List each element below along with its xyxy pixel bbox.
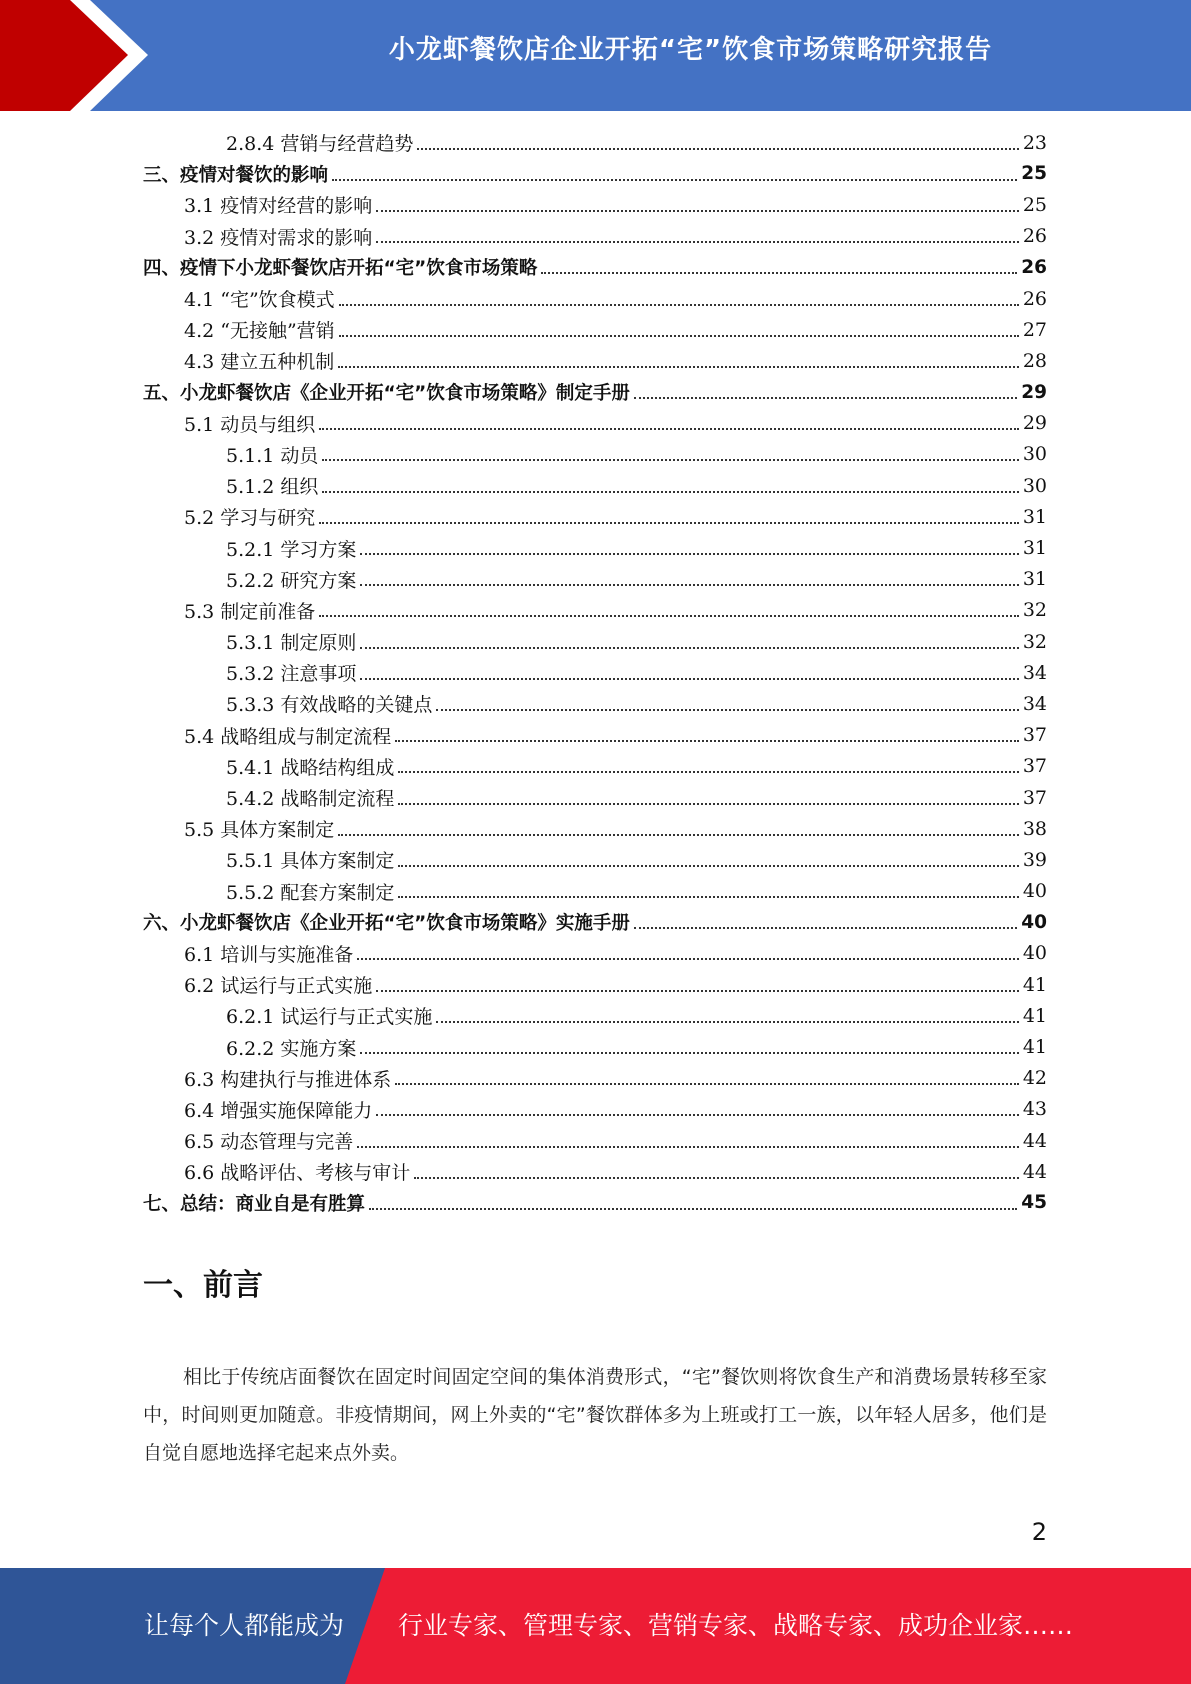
toc-entry[interactable] [143, 532, 1047, 563]
toc-entry[interactable] [143, 127, 1047, 158]
toc-entry-label: 2.8.4 营销与经营趋势 [226, 133, 414, 156]
toc-entry-page: 30 [1022, 443, 1047, 466]
toc-entry-page: 30 [1022, 474, 1047, 497]
toc-entry-page: 34 [1022, 692, 1047, 715]
toc-dot-leader [369, 1208, 1017, 1210]
toc-dot-leader [357, 1146, 1019, 1148]
toc-entry-page: 41 [1022, 1004, 1047, 1027]
toc-entry-label: 6.5 动态管理与完善 [184, 1131, 354, 1154]
toc-entry-page: 29 [1022, 412, 1047, 435]
toc-entry-page: 26 [1022, 287, 1047, 310]
toc-entry-label: 六、小龙虾餐饮店《企业开拓“宅”饮食市场策略》实施手册 [143, 913, 630, 935]
toc-entry-label: 5.3.2 注意事项 [226, 663, 357, 686]
toc-entry-page: 39 [1022, 848, 1047, 871]
page-number: 2 [1031, 1518, 1047, 1546]
toc-dot-leader [395, 740, 1019, 742]
toc-entry[interactable] [143, 1000, 1047, 1031]
header-arrow-icon [0, 0, 160, 111]
toc-dot-leader [319, 522, 1019, 524]
toc-entry-page: 32 [1022, 630, 1047, 653]
toc-dot-leader [398, 865, 1018, 867]
toc-entry-label: 5.5 具体方案制定 [184, 819, 335, 842]
toc-entry-page: 31 [1022, 568, 1047, 591]
toc-entry-label: 5.2.1 学习方案 [226, 538, 357, 561]
toc-entry-label: 5.4.2 战略制定流程 [226, 788, 395, 811]
toc-entry-label: 5.2.2 研究方案 [226, 569, 357, 592]
toc-dot-leader [338, 834, 1019, 836]
toc-dot-leader [376, 241, 1019, 243]
toc-entry-label: 三、疫情对餐饮的影响 [143, 164, 329, 186]
toc-entry-label: 5.5.2 配套方案制定 [226, 881, 395, 904]
toc-dot-leader [319, 615, 1019, 617]
toc-entry-label: 6.6 战略评估、考核与审计 [184, 1162, 411, 1185]
toc-entry-page: 29 [1021, 381, 1047, 403]
toc-dot-leader [332, 179, 1017, 181]
header-arrow-red [0, 0, 128, 111]
toc-entry-page: 26 [1022, 225, 1047, 248]
toc-dot-leader [360, 647, 1018, 649]
toc-entry-page: 41 [1022, 1036, 1047, 1059]
toc-entry-page: 44 [1022, 1129, 1047, 1152]
toc-entry-page: 45 [1021, 1192, 1047, 1214]
toc-dot-leader [634, 927, 1017, 929]
header-title: 小龙虾餐饮店企业开拓“宅”饮食市场策略研究报告 [388, 35, 993, 65]
toc-entry[interactable] [143, 252, 1047, 283]
toc-entry-label: 3.1 疫情对经营的影响 [184, 195, 373, 218]
toc-entry-label: 4.3 建立五种机制 [184, 351, 335, 374]
toc-dot-leader [360, 1052, 1018, 1054]
toc-entry-label: 5.1.1 动员 [226, 444, 319, 467]
page-header [0, 0, 1191, 111]
toc-entry[interactable] [143, 408, 1047, 439]
toc-entry[interactable] [143, 782, 1047, 813]
toc-entry-page: 37 [1022, 786, 1047, 809]
toc-entry[interactable] [143, 1125, 1047, 1156]
footer-right-slogan: 行业专家、管理专家、营销专家、战略专家、成功企业家…… [398, 1611, 1074, 1640]
toc-dot-leader [398, 896, 1018, 898]
toc-entry[interactable] [143, 1063, 1047, 1094]
toc-entry[interactable] [143, 844, 1047, 875]
toc-dot-leader [398, 771, 1018, 773]
toc-dot-leader [414, 1177, 1019, 1179]
toc-dot-leader [360, 678, 1018, 680]
toc-entry-label: 四、疫情下小龙虾餐饮店开拓“宅”饮食市场策略 [143, 258, 538, 280]
toc-entry-label: 5.4.1 战略结构组成 [226, 756, 395, 779]
toc-dot-leader [417, 148, 1018, 150]
toc-dot-leader [322, 459, 1018, 461]
toc-entry-label: 6.2.2 实施方案 [226, 1037, 357, 1060]
toc-entry-page: 31 [1022, 505, 1047, 528]
toc-entry-page: 37 [1022, 755, 1047, 778]
toc-entry[interactable] [143, 1031, 1047, 1062]
toc-entry-page: 41 [1022, 973, 1047, 996]
toc-entry[interactable] [143, 657, 1047, 688]
toc-entry-label: 3.2 疫情对需求的影响 [184, 226, 373, 249]
toc-entry[interactable] [143, 938, 1047, 969]
toc-dot-leader [338, 366, 1019, 368]
toc-entry[interactable] [143, 470, 1047, 501]
toc-entry-label: 6.2 试运行与正式实施 [184, 975, 373, 998]
toc-entry-label: 5.3.3 有效战略的关键点 [226, 694, 433, 717]
toc-entry-label: 5.1.2 组织 [226, 476, 319, 499]
toc-entry-label: 5.1 动员与组织 [184, 413, 316, 436]
toc-entry[interactable] [143, 283, 1047, 314]
toc-entry-label: 4.1 “宅”饮食模式 [184, 289, 335, 312]
toc-entry-label: 七、总结：商业自是有胜算 [143, 1193, 366, 1215]
toc-dot-leader [322, 491, 1018, 493]
toc-entry-page: 43 [1022, 1098, 1047, 1121]
toc-entry-label: 5.3 制定前准备 [184, 600, 316, 623]
toc-dot-leader [319, 428, 1019, 430]
toc-entry[interactable] [143, 813, 1047, 844]
toc-entry-label: 6.3 构建执行与推进体系 [184, 1068, 392, 1091]
toc-entry-page: 23 [1022, 131, 1047, 154]
toc-entry[interactable] [143, 564, 1047, 595]
toc-entry[interactable] [143, 720, 1047, 751]
toc-entry[interactable] [143, 688, 1047, 719]
toc-entry[interactable] [143, 377, 1047, 408]
toc-entry-page: 31 [1022, 537, 1047, 560]
toc-entry[interactable] [143, 626, 1047, 657]
toc-entry-label: 5.3.1 制定原则 [226, 632, 357, 655]
section-title: 一、前言 [143, 1268, 263, 1303]
section-paragraph: 相比于传统店面餐饮在固定时间固定空间的集体消费形式，“宅”餐饮则将饮食生产和消费场景转移至家中，时间则更加随意。非疫情期间，网上外卖的“宅”餐饮群体多为上班或打工一族，以年轻人居多，他们是自觉自愿地选择宅起来点外卖。 [143, 1366, 1047, 1464]
toc-entry-page: 40 [1021, 911, 1047, 933]
toc-entry-page: 40 [1022, 880, 1047, 903]
toc-entry-page: 32 [1022, 599, 1047, 622]
toc-dot-leader [360, 584, 1018, 586]
toc-entry-label: 5.4 战略组成与制定流程 [184, 725, 392, 748]
toc-entry-label: 6.2.1 试运行与正式实施 [226, 1006, 433, 1029]
toc-dot-leader [395, 1083, 1019, 1085]
toc-entry[interactable] [143, 876, 1047, 907]
toc-entry[interactable] [143, 595, 1047, 626]
toc-entry-page: 42 [1022, 1067, 1047, 1090]
toc-entry-label: 4.2 “无接触”营销 [184, 320, 335, 343]
toc-entry-label: 6.1 培训与实施准备 [184, 943, 354, 966]
toc-entry-page: 25 [1021, 163, 1047, 185]
toc-entry[interactable] [143, 439, 1047, 470]
toc-entry-page: 44 [1022, 1160, 1047, 1183]
toc-entry[interactable] [143, 1094, 1047, 1125]
toc-entry[interactable] [143, 314, 1047, 345]
toc-dot-leader [436, 709, 1018, 711]
toc-dot-leader [360, 553, 1018, 555]
toc-entry[interactable] [143, 345, 1047, 376]
toc-entry-page: 27 [1022, 318, 1047, 341]
toc-entry[interactable] [143, 1156, 1047, 1187]
toc-entry[interactable] [143, 969, 1047, 1000]
toc-entry-label: 5.5.1 具体方案制定 [226, 850, 395, 873]
page-footer [0, 1568, 1191, 1684]
toc-entry-label: 五、小龙虾餐饮店《企业开拓“宅”饮食市场策略》制定手册 [143, 383, 630, 405]
toc-entry-page: 40 [1022, 942, 1047, 965]
toc-entry-page: 38 [1022, 817, 1047, 840]
toc-entry[interactable] [143, 907, 1047, 938]
toc-entry-page: 26 [1021, 256, 1047, 278]
toc-entry[interactable] [143, 221, 1047, 252]
toc-entry[interactable] [143, 751, 1047, 782]
toc-entry[interactable] [143, 1187, 1047, 1218]
toc-dot-leader [436, 1021, 1018, 1023]
toc-dot-leader [541, 272, 1017, 274]
toc-dot-leader [357, 958, 1019, 960]
toc-dot-leader [398, 803, 1018, 805]
toc-entry-page: 25 [1022, 193, 1047, 216]
table-of-contents [143, 127, 1047, 1219]
toc-dot-leader [376, 990, 1019, 992]
toc-entry-label: 5.2 学习与研究 [184, 507, 316, 530]
toc-dot-leader [339, 335, 1019, 337]
toc-dot-leader [634, 397, 1017, 399]
toc-entry[interactable] [143, 158, 1047, 189]
toc-dot-leader [339, 304, 1019, 306]
toc-entry-page: 34 [1022, 661, 1047, 684]
toc-entry-label: 6.4 增强实施保障能力 [184, 1099, 373, 1122]
toc-dot-leader [376, 210, 1019, 212]
toc-entry[interactable] [143, 501, 1047, 532]
toc-entry-page: 28 [1022, 349, 1047, 372]
footer-left-slogan: 让每个人都能成为 [144, 1611, 345, 1640]
toc-entry[interactable] [143, 189, 1047, 220]
toc-entry-page: 37 [1022, 724, 1047, 747]
toc-dot-leader [376, 1114, 1019, 1116]
